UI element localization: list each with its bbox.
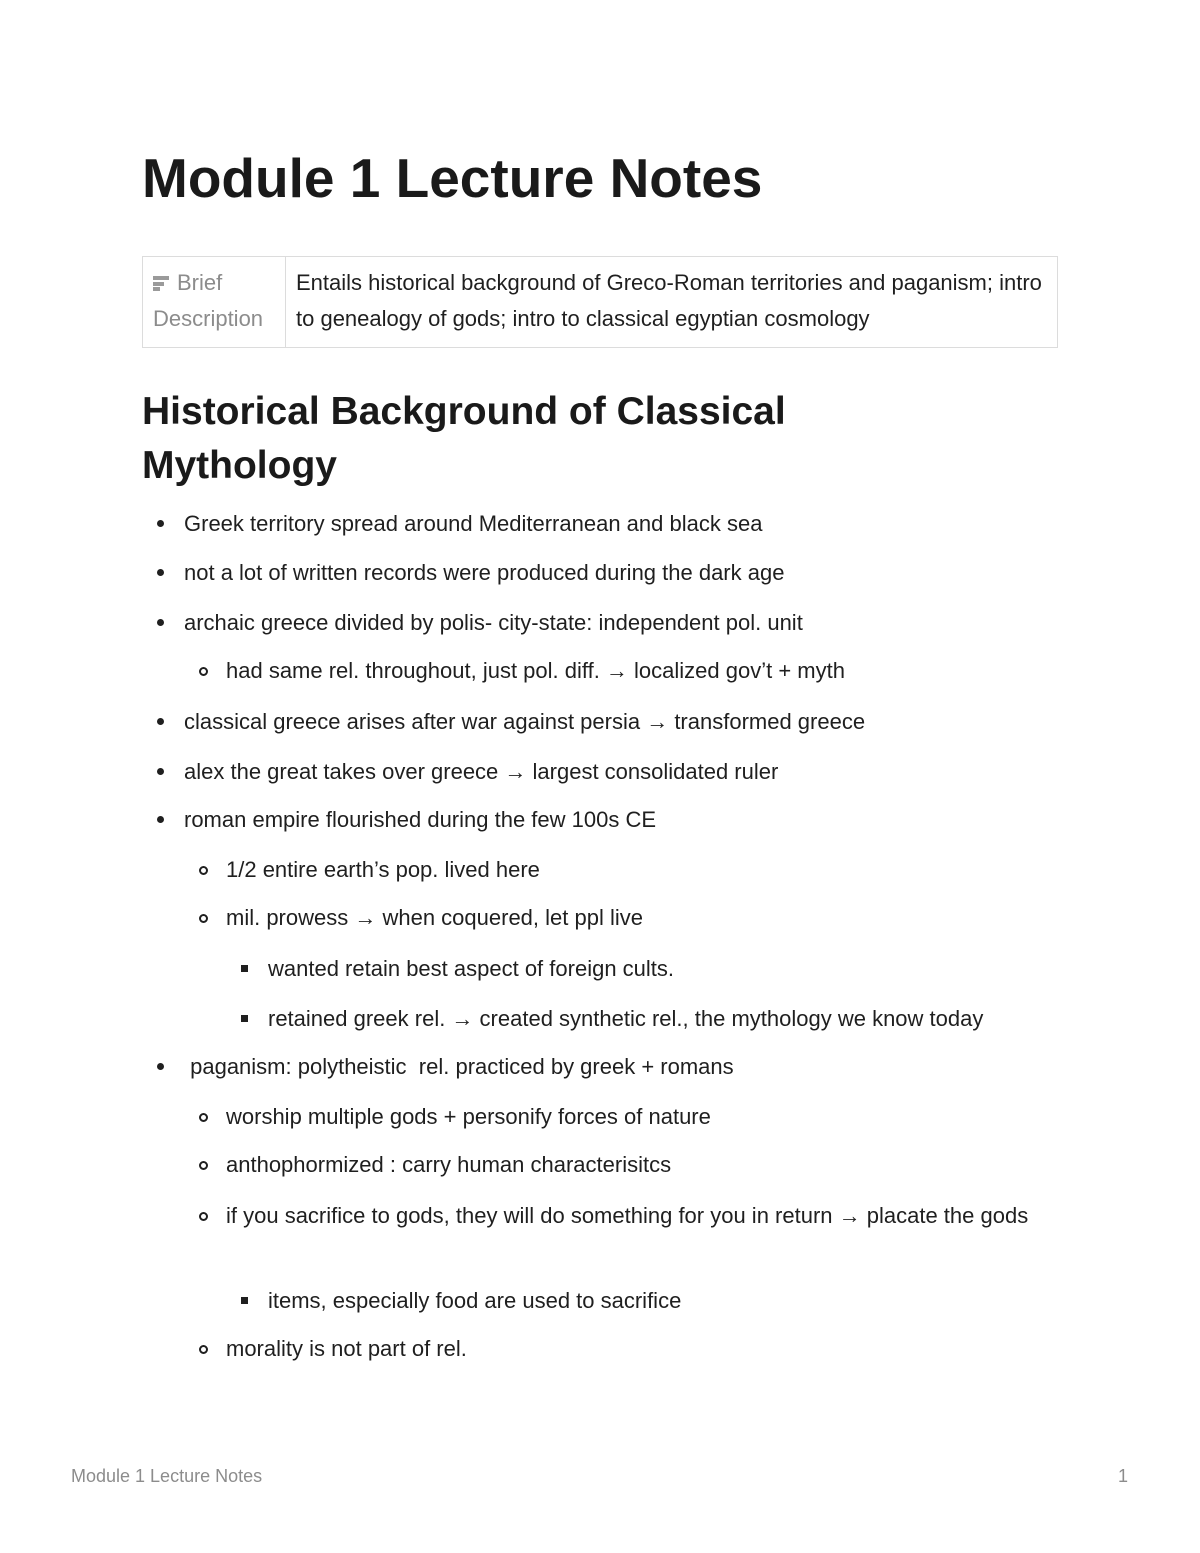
circle-bullet-icon xyxy=(199,1113,208,1122)
list-item: worship multiple gods + personify forces of nature xyxy=(226,1104,711,1129)
list-item: 1/2 entire earth’s pop. lived here xyxy=(226,857,540,882)
circle-bullet-icon xyxy=(199,1345,208,1354)
list-item: paganism: polytheistic rel. practiced by greek + romans xyxy=(184,1054,734,1079)
property-row xyxy=(143,257,1058,348)
disc-bullet-icon xyxy=(157,619,164,626)
circle-bullet-icon xyxy=(199,866,208,875)
property-value: Entails historical background of Greco-Roman territories and paganism; intro to genealogy of gods; intro to classical egyptian cosmology xyxy=(286,257,1058,348)
footer-title: Module 1 Lecture Notes xyxy=(71,1466,263,1486)
circle-bullet-icon xyxy=(199,667,208,676)
list-item: anthophormized : carry human characterisitcs xyxy=(226,1152,672,1177)
list-item: if you sacrifice to gods, they will do something for you in return → placate the gods xyxy=(226,1203,1029,1228)
property-key xyxy=(143,257,286,348)
text-lines-icon xyxy=(153,275,171,291)
list-item: alex the great takes over greece → largest consolidated ruler xyxy=(184,759,779,784)
circle-bullet-icon xyxy=(199,914,208,923)
list-item: wanted retain best aspect of foreign cults. xyxy=(268,956,675,981)
circle-bullet-icon xyxy=(199,1161,208,1170)
disc-bullet-icon xyxy=(157,1063,164,1070)
properties-table xyxy=(142,256,1058,348)
list-item: morality is not part of rel. xyxy=(226,1336,467,1361)
disc-bullet-icon xyxy=(157,768,164,775)
circle-bullet-icon xyxy=(199,1212,208,1221)
list-item: mil. prowess → when coquered, let ppl live xyxy=(226,905,643,930)
list-item: had same rel. throughout, just pol. diff. → localized gov’t + myth xyxy=(226,658,845,683)
page-title: Module 1 Lecture Notes xyxy=(142,147,763,209)
disc-bullet-icon xyxy=(157,520,164,527)
list-item: Greek territory spread around Mediterranean and black sea xyxy=(184,511,763,536)
list-item: classical greece arises after war against persia → transformed greece xyxy=(184,709,866,734)
property-key-label: Brief Description xyxy=(153,270,264,331)
square-bullet-icon xyxy=(241,965,248,972)
list-item: not a lot of written records were produced during the dark age xyxy=(184,560,785,585)
disc-bullet-icon xyxy=(157,569,164,576)
square-bullet-icon xyxy=(241,1297,248,1304)
square-bullet-icon xyxy=(241,1015,248,1022)
list-item: retained greek rel. → created synthetic rel., the mythology we know today xyxy=(268,1006,984,1031)
section-heading: Historical Background of Classical Mythology xyxy=(142,390,786,487)
disc-bullet-icon xyxy=(157,816,164,823)
list-item: archaic greece divided by polis- city-state: independent pol. unit xyxy=(184,610,803,635)
page-number: 1 xyxy=(1117,1466,1128,1486)
list-item: roman empire flourished during the few 100s CE xyxy=(184,807,657,832)
list-item: items, especially food are used to sacrifice xyxy=(268,1288,682,1313)
disc-bullet-icon xyxy=(157,718,164,725)
